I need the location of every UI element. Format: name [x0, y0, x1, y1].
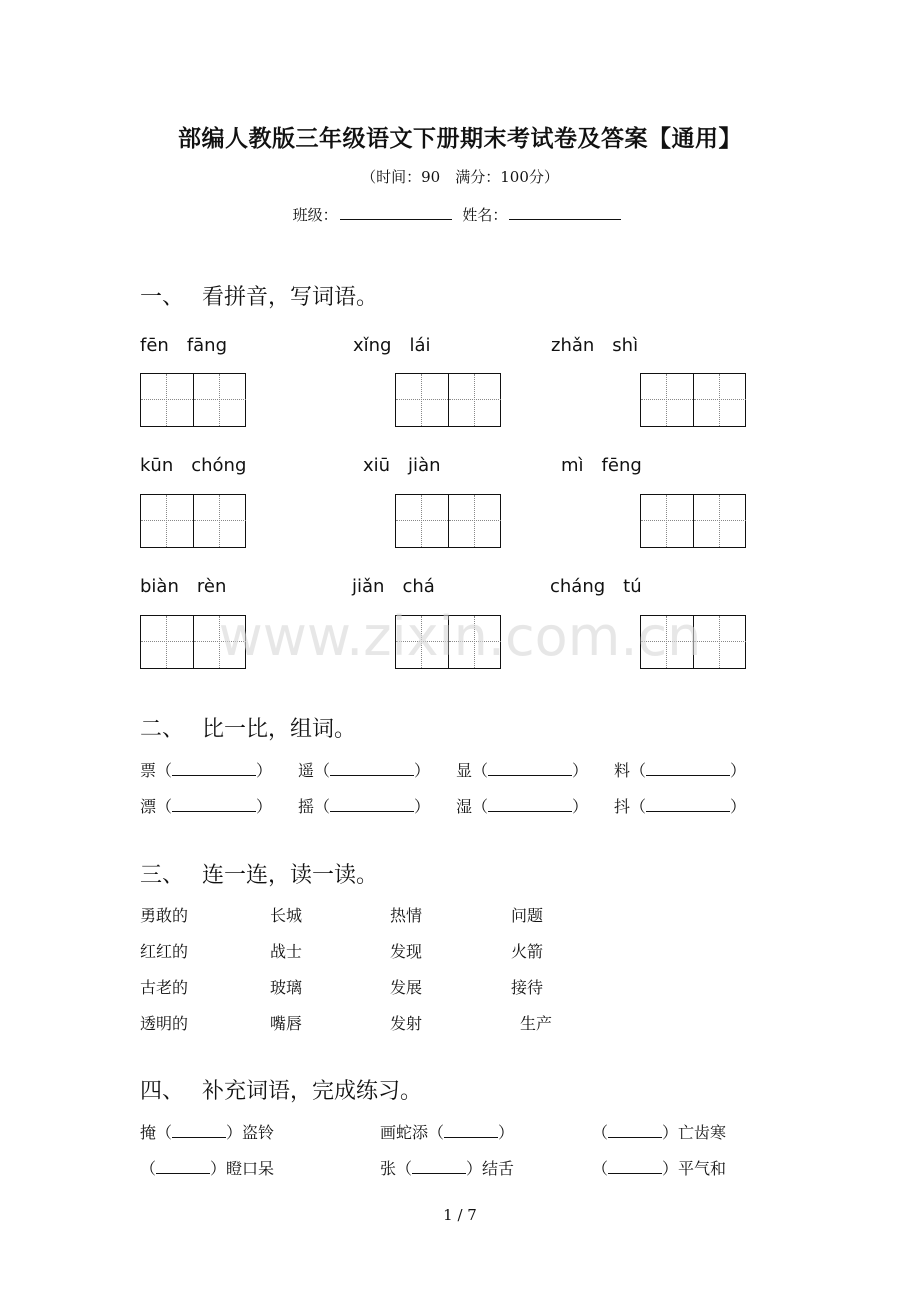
exam-info: （时间：90 满分：100分）: [361, 168, 559, 186]
writing-grid[interactable]: [140, 373, 246, 427]
compare-item: 湿（ ）: [456, 797, 589, 816]
idiom-item: （ ）亡齿寒: [592, 1123, 727, 1142]
match-word[interactable]: 热情: [390, 906, 423, 925]
match-word[interactable]: 勇敢的: [140, 906, 189, 925]
writing-grid[interactable]: [395, 373, 501, 427]
match-word[interactable]: 玻璃: [270, 978, 303, 997]
compare-item: 显（ ）: [456, 761, 589, 780]
idiom-item: 画蛇添（ ）: [380, 1123, 515, 1142]
match-word[interactable]: 透明的: [140, 1014, 189, 1033]
compare-item: 遥（ ）: [298, 761, 431, 780]
match-word[interactable]: 发现: [390, 942, 423, 961]
idiom-item: （ ）瞪口呆: [140, 1159, 275, 1178]
watermark: www.zixin.com.cn: [218, 605, 702, 668]
compare-row-2: [140, 794, 747, 817]
answer-blank[interactable]: [172, 798, 256, 812]
match-word[interactable]: 发射: [390, 1014, 423, 1033]
answer-blank[interactable]: [330, 762, 414, 776]
idiom-item: （ ）平气和: [592, 1159, 727, 1178]
answer-blank[interactable]: [646, 798, 730, 812]
idiom-item: 掩（ ）盗铃: [140, 1123, 275, 1142]
page-number: 1 / 7: [443, 1206, 477, 1224]
name-label: 姓名：: [462, 206, 508, 224]
compare-item: 票（ ）: [140, 761, 273, 780]
match-word[interactable]: 战士: [270, 942, 303, 961]
name-blank[interactable]: [509, 205, 621, 220]
section-title: 连一连，读一读。: [202, 863, 379, 888]
pinyin-label: kūn chóng: [140, 455, 247, 476]
answer-blank[interactable]: [412, 1160, 466, 1174]
answer-blank[interactable]: [444, 1124, 498, 1138]
match-word[interactable]: 问题: [511, 906, 544, 925]
section-2-heading: [140, 712, 356, 743]
section-title: 比一比，组词。: [202, 717, 357, 742]
section-1-heading: [140, 280, 378, 311]
match-word[interactable]: 红红的: [140, 942, 189, 961]
section-title: 看拼音，写词语。: [202, 285, 379, 310]
writing-grid[interactable]: [140, 494, 246, 548]
answer-blank[interactable]: [172, 1124, 226, 1138]
answer-blank[interactable]: [608, 1160, 662, 1174]
match-word[interactable]: 嘴唇: [270, 1014, 303, 1033]
section-number: 三、: [140, 863, 185, 888]
match-word[interactable]: 火箭: [511, 942, 544, 961]
pinyin-label: cháng tú: [550, 576, 642, 597]
compare-row-1: [140, 758, 747, 781]
answer-blank[interactable]: [172, 762, 256, 776]
answer-blank[interactable]: [488, 762, 572, 776]
pinyin-label: mì fēng: [561, 455, 642, 476]
class-label: 班级：: [292, 206, 338, 224]
match-word[interactable]: 发展: [390, 978, 423, 997]
section-4-heading: [140, 1074, 422, 1105]
writing-grid[interactable]: [640, 373, 746, 427]
compare-item: 漂（ ）: [140, 797, 273, 816]
section-number: 二、: [140, 717, 185, 742]
pinyin-label: biàn rèn: [140, 576, 227, 597]
writing-grid[interactable]: [395, 494, 501, 548]
answer-blank[interactable]: [646, 762, 730, 776]
section-3-heading: [140, 858, 378, 889]
match-word[interactable]: 古老的: [140, 978, 189, 997]
pinyin-label: xiū jiàn: [363, 455, 441, 476]
student-info-line: [0, 204, 920, 225]
match-word[interactable]: 接待: [511, 978, 544, 997]
answer-blank[interactable]: [156, 1160, 210, 1174]
class-blank[interactable]: [340, 205, 452, 220]
writing-grid[interactable]: [640, 494, 746, 548]
compare-item: 摇（ ）: [298, 797, 431, 816]
section-number: 一、: [140, 285, 185, 310]
page-title: 部编人教版三年级语文下册期末考试卷及答案【通用】: [178, 125, 742, 152]
pinyin-label: xǐng lái: [353, 335, 431, 356]
match-word[interactable]: 长城: [270, 906, 303, 925]
answer-blank[interactable]: [608, 1124, 662, 1138]
section-number: 四、: [140, 1079, 185, 1104]
compare-item: 料（ ）: [614, 761, 747, 780]
pinyin-label: fēn fāng: [140, 335, 228, 356]
idiom-item: 张（ ）结舌: [380, 1159, 515, 1178]
answer-blank[interactable]: [488, 798, 572, 812]
section-title: 补充词语，完成练习。: [202, 1079, 423, 1104]
pinyin-label: zhǎn shì: [551, 335, 639, 356]
answer-blank[interactable]: [330, 798, 414, 812]
compare-item: 抖（ ）: [614, 797, 747, 816]
pinyin-label: jiǎn chá: [352, 576, 435, 597]
match-word[interactable]: 生产: [520, 1014, 553, 1033]
